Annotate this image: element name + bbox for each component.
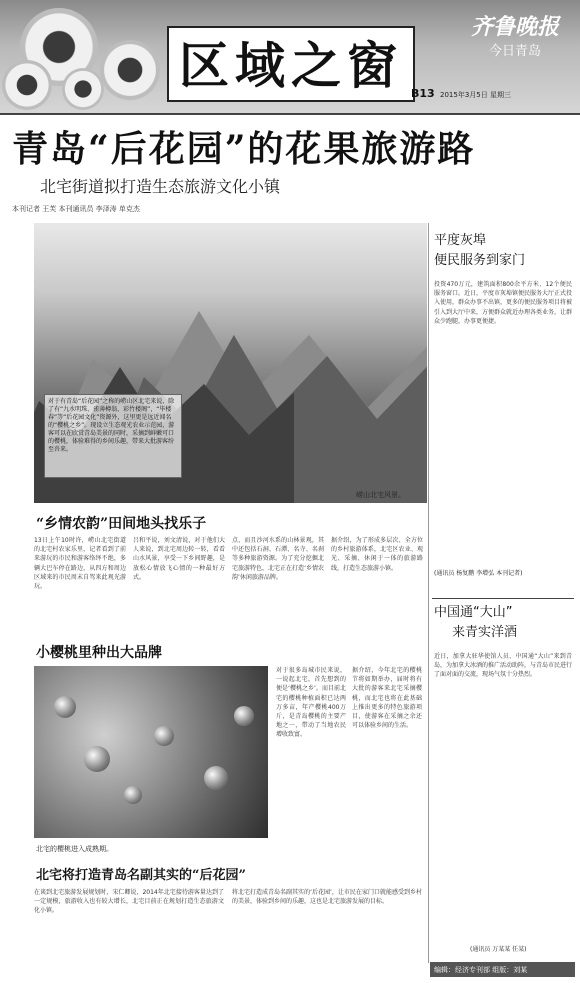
sidebar-title: 便民服务到家门 (434, 253, 526, 268)
divider (432, 598, 574, 599)
sunflower-image (2, 60, 52, 110)
photo-caption: 北宅的樱桃进入成熟期。 (36, 845, 113, 853)
page-footer: 编辑：经济专刊部 组版：刘某 (430, 962, 575, 977)
article-byline: 本刊记者 王芙 本刊通讯员 李泽涛 单克杰 (12, 205, 140, 213)
issue-date: 2015年3月5日 星期三 (440, 91, 511, 99)
article-text-column: 在谈到北宅旅游发展规划时，宋仁卿说，2014年北宅接待游客量达到了一定规模，旅游收入也有较大增长，北宅目前正在规划打造生态旅游文化小镇。 (34, 889, 224, 915)
sidebar-byline: (通讯员 杨复鹏 李增弘 本刊记者) (434, 570, 523, 577)
article-text-column: 将北宅打造成青岛名副其实的‘后花园’，让市民在家门口就能感受到乡村的美景，体验到乡间的乐趣，这也是北宅旅游发展的目标。 (232, 889, 422, 906)
article-text-column: 据介绍，今年北宅的樱桃节将如期举办，届时将有大批的游客来北宅采摘樱桃，而北宅也将在此基础上推出更多的特色旅游项目，使游客在采摘之余还可以体验乡间的生活。 (352, 667, 422, 730)
newspaper-sub-brand: 今日青岛 (488, 44, 541, 59)
article-text-column: 13日上午10时许，崂山北宅街道的北宅村农家乐里，记者看到了前来游玩的市民和游客络绎不绝，多辆大巴车停在路边，从四方和周边区域来的市民周末自驾来此观光游玩。 (34, 537, 126, 591)
sidebar-article-text: 投资470万元，建筑面积800余平方米、12个便民服务窗口。近日，平度市灰埠镇便民服务大厅正式投入使用，群众办事不出镇，更多的便民服务项目将被引入到大厅中来，方便群众就近办理各类业务，让群众少跑腿，办事更便捷。 (434, 281, 572, 325)
sunflower-image (62, 68, 104, 110)
article-text-column: 对于很多岛城市民来说，一说起北宅，首先想到的便是‘樱桃之乡’。而目前北宅的樱桃种植面积已达两万多亩，年产樱桃400万斤，是青岛樱桃的主要产地之一，带动了当地农民增收致富。 (276, 667, 346, 739)
section-title: “乡情农韵”田间地头找乐子 (36, 516, 207, 532)
article-subheadline: 北宅街道拟打造生态旅游文化小镇 (40, 177, 281, 196)
section-title: 北宅将打造青岛名副其实的“后花园” (36, 868, 246, 883)
article-text-column: 吕和平说，刘文清说，对于他们大人来说，到北宅周边转一转，看看山水风景，享受一下乡间野趣，是放松心情放飞心情的一种最好方式。 (133, 537, 225, 581)
cherry-photo (34, 666, 268, 838)
sidebar-article-text: 近日，加拿大驻华使馆人员、中国通“大山”来到青岛，为加拿大冰酒的推广活动助阵，与青岛市民进行了面对面的交流，现场气氛十分热烈。 (434, 653, 572, 679)
page-number: B13 (411, 87, 435, 100)
column-title: 区域之窗 (179, 36, 403, 95)
photo-intro-text: 对于有青岛“后花园”之称的崂山区北宅来说，除了有“九水明珠、雀薄樽翁、彩竹楼阁”，“毕楼春”等“后花园文化”资源外，这里更是远近闻名的“樱桃之乡”。现设立生态观光农业示范园，游客可以在欣赏青岛美景的同时，采摘到鲜嫩可口的樱桃，体验难得的乡间乐趣，带来大批游客纷至沓来。 (44, 394, 182, 478)
sunflower-image (100, 40, 160, 100)
photo-caption: 崂山北宅风景。 (356, 491, 405, 499)
divider (0, 113, 580, 115)
article-text-column: 点、而且沙河水系的山林景观，其中还包括石洞、石潭、名寺、名刹等多种旅游资源。为了充分挖掘北宅旅游特色，北宅正在打造‘乡情农韵’休闲旅游品牌。 (232, 537, 324, 581)
sidebar-title: 中国通“大山” (434, 605, 513, 620)
sidebar-byline: (通讯员 万某某 任某) (470, 946, 527, 953)
sidebar-title: 平度灰埠 (434, 233, 487, 248)
article-headline: 青岛“后花园”的花果旅游路 (12, 128, 476, 170)
sidebar-title: 来青实洋酒 (452, 625, 518, 640)
article-text-column: 据介绍，为了形成多层次、全方位的乡村旅游体系，北宅区农业、观光、采摘、休闲于一体的旅游路线，打造生态旅游小镇。 (331, 537, 423, 572)
section-title: 小樱桃里种出大品牌 (36, 645, 162, 661)
newspaper-brand: 齐鲁晚报 (470, 14, 559, 40)
